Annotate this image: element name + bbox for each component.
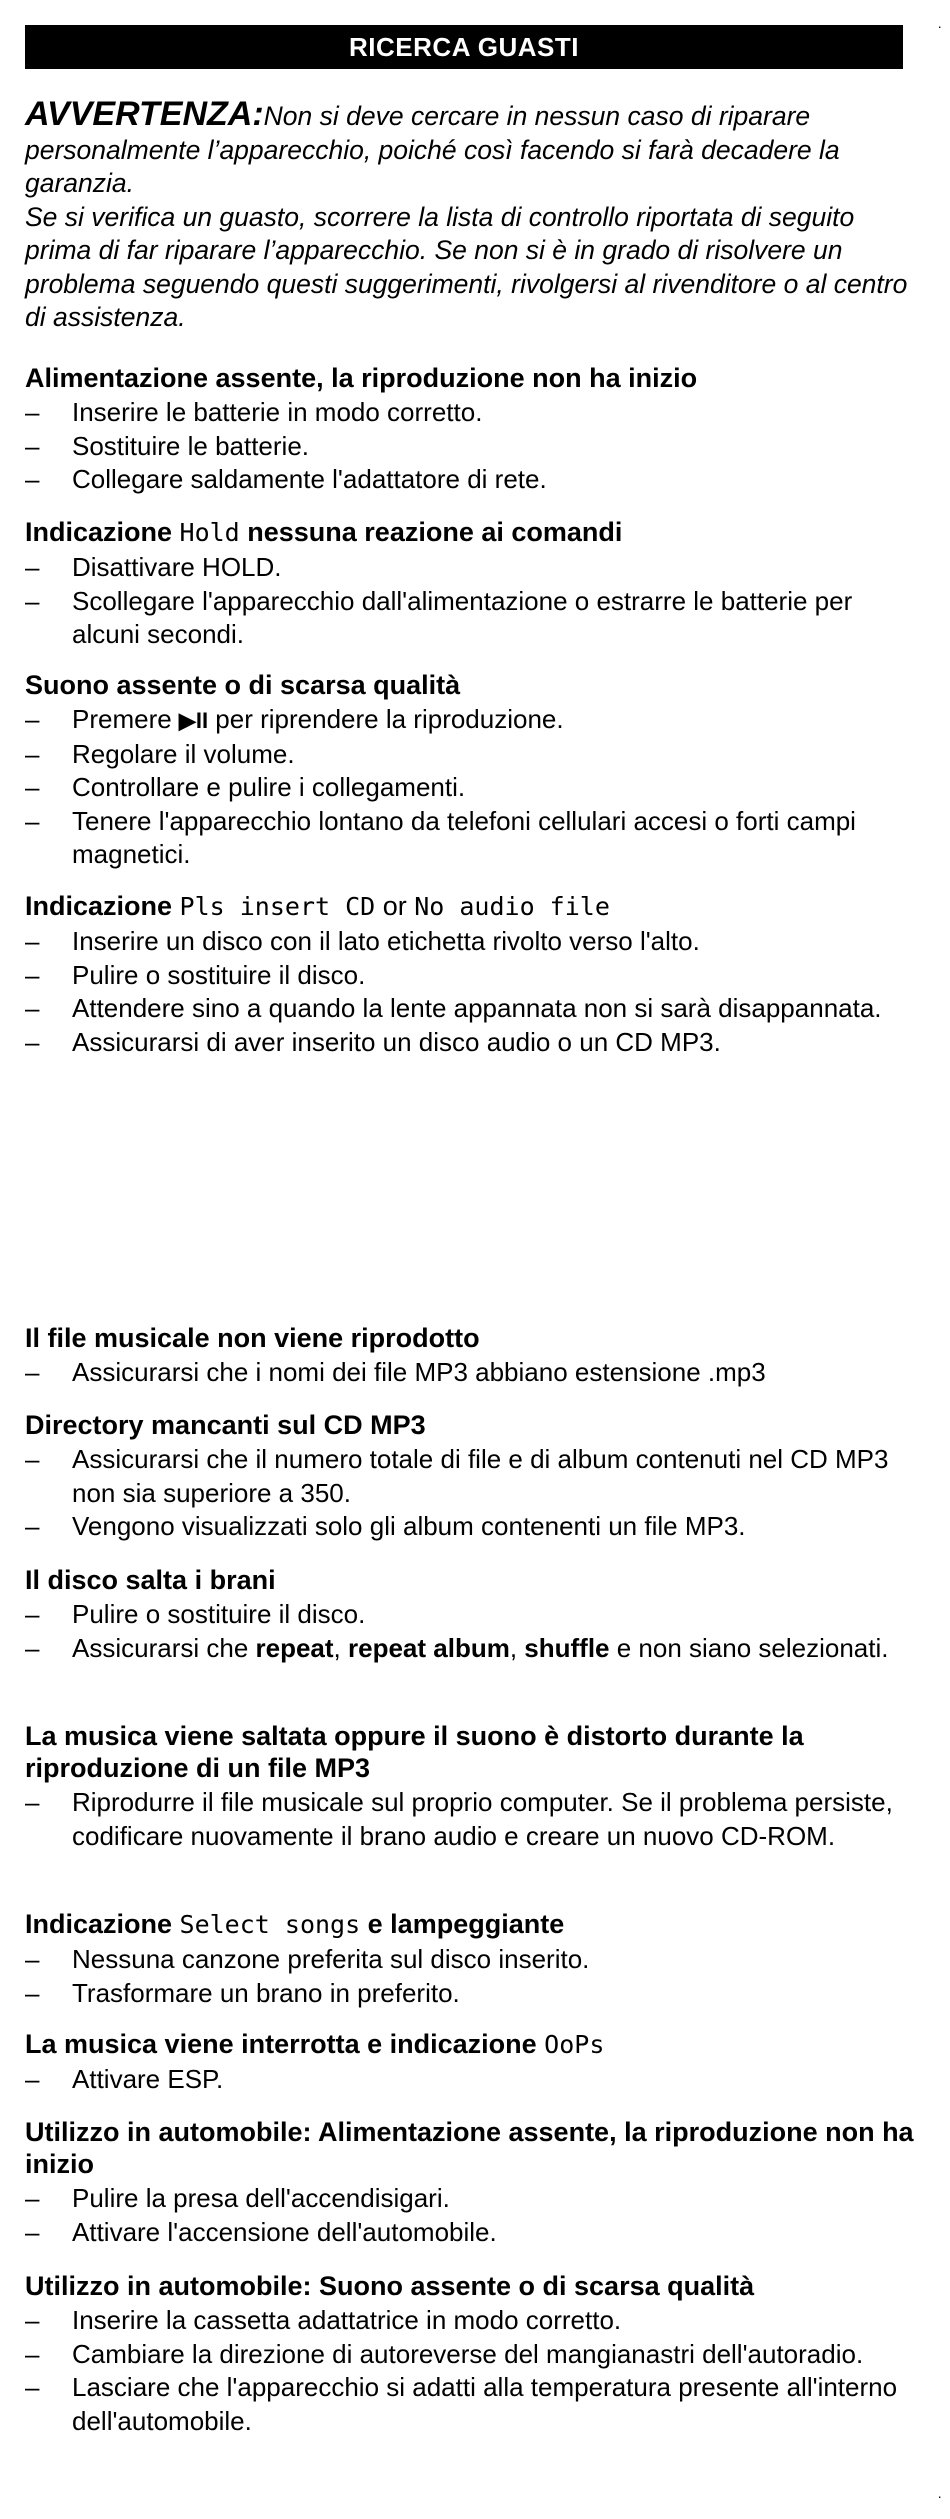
item-text: Inserire la cassetta adattatrice in modo corretto. xyxy=(72,2305,622,2335)
item-text: Cambiare la direzione di autoreverse del mangianastri dell'autoradio. xyxy=(72,2338,864,2369)
item-text: Assicurarsi che il numero totale di file e di album contenuti nel CD MP3 non sia superiore a 350. xyxy=(72,1444,889,1508)
mode-repeat: repeat xyxy=(255,1632,334,1663)
list-item xyxy=(25,551,925,585)
section-heading xyxy=(25,516,925,549)
dash-bullet: – xyxy=(25,2338,40,2369)
dash-bullet: – xyxy=(25,397,40,427)
dash-bullet: – xyxy=(25,1787,40,1817)
item-text: Tenere l'apparecchio lontano da telefoni cellulari accesi o forti campi magnetici. xyxy=(72,805,856,869)
dash-bullet: – xyxy=(25,1944,40,1974)
item-text: Lasciare che l'apparecchio si adatti alla temperatura presente all'interno dell'automobile. xyxy=(72,2372,898,2436)
list-item xyxy=(25,2304,925,2338)
section-heading: Alimentazione assente, la riproduzione non ha inizio xyxy=(25,363,698,393)
dash-bullet: – xyxy=(25,2183,40,2213)
page-mark-top: · xyxy=(937,18,942,34)
list-item xyxy=(25,1510,925,1544)
item-text: Assicurarsi che i nomi dei file MP3 abbiano estensione .mp3 xyxy=(72,1357,766,1387)
dash-bullet: – xyxy=(25,926,40,956)
section-heading: Utilizzo in automobile: Suono assente o di scarsa qualità xyxy=(25,2271,755,2301)
item-text: Scollegare l'apparecchio dall'alimentazione o estrarre le batterie per alcuni secondi. xyxy=(72,585,853,649)
section-heading: Il disco salta i brani xyxy=(25,1565,276,1595)
section-heading xyxy=(25,890,925,923)
list-item xyxy=(25,1598,925,1632)
section-no-power xyxy=(25,362,925,497)
section-heading: La musica viene saltata oppure il suono è distorto durante la riproduzione di un file MP3 xyxy=(25,1721,804,1783)
item-text: Sostituire le batterie. xyxy=(72,430,310,461)
page-mark-bottom: · xyxy=(937,2488,942,2504)
dash-bullet: – xyxy=(25,704,40,734)
display-text-oops: OoPs xyxy=(544,2030,605,2059)
item-text: Attivare l'accensione dell'automobile. xyxy=(72,2216,497,2247)
list-item xyxy=(25,2182,925,2216)
heading-text: or xyxy=(375,891,415,921)
dash-bullet: – xyxy=(25,2216,40,2247)
section-heading: Suono assente o di scarsa qualità xyxy=(25,670,461,700)
heading-text: La musica viene interrotta e indicazione xyxy=(25,2029,545,2059)
dash-bullet: – xyxy=(25,1632,40,1663)
dash-bullet: – xyxy=(25,1977,40,2008)
item-text: Nessuna canzone preferita sul disco inserito. xyxy=(72,1944,590,1974)
item-text: Vengono visualizzati solo gli album contenenti un file MP3. xyxy=(72,1511,746,1541)
item-text: Inserire le batterie in modo corretto. xyxy=(72,397,483,427)
section-car-no-power xyxy=(25,2116,925,2249)
list-item xyxy=(25,703,925,738)
list-item xyxy=(25,396,925,430)
item-text: , xyxy=(509,1632,525,1663)
list-item xyxy=(25,2371,925,2438)
list-item xyxy=(25,805,925,872)
list-item xyxy=(25,1026,925,1060)
list-item xyxy=(25,771,925,805)
dash-bullet: – xyxy=(25,959,40,990)
mode-shuffle: shuffle xyxy=(524,1632,610,1663)
list-item xyxy=(25,2216,925,2250)
list-item xyxy=(25,430,925,464)
section-heading: Directory mancanti sul CD MP3 xyxy=(25,1410,426,1440)
item-text: Trasformare un brano in preferito. xyxy=(72,1977,460,2008)
dash-bullet: – xyxy=(25,464,40,494)
dash-bullet: – xyxy=(25,1357,40,1387)
list-item xyxy=(25,1632,925,1666)
list-item xyxy=(25,2338,925,2372)
item-text: Controllare e pulire i collegamenti. xyxy=(72,772,466,802)
section-music-interrupted xyxy=(25,2028,925,2097)
item-text: Regolare il volume. xyxy=(72,738,295,769)
mode-repeat-album: repeat album xyxy=(348,1632,510,1663)
item-text: Disattivare HOLD. xyxy=(72,552,282,582)
list-item xyxy=(25,1943,925,1977)
dash-bullet: – xyxy=(25,1511,40,1541)
section-title-banner: RICERCA GUASTI xyxy=(25,25,903,69)
warning-lead: AVVERTENZA: xyxy=(25,95,264,133)
warning-block xyxy=(25,95,915,335)
list-item xyxy=(25,1977,925,2011)
section-insert-cd xyxy=(25,890,925,1059)
list-item xyxy=(25,1786,925,1853)
section-mp3-distorted xyxy=(25,1720,925,1853)
heading-text: Indicazione xyxy=(25,1909,180,1939)
item-text: e non siano selezionati. xyxy=(609,1632,889,1663)
item-text: Inserire un disco con il lato etichetta rivolto verso l'alto. xyxy=(72,926,700,956)
warning-text-1: Non si deve cercare in nessun caso di riparare personalmente l’apparecchio, poiché così facendo si farà decadere la garanzia. xyxy=(25,101,840,198)
item-text: per riprendere la riproduzione. xyxy=(208,704,564,734)
heading-text: e lampeggiante xyxy=(360,1909,565,1939)
list-item xyxy=(25,1443,925,1510)
section-missing-directories xyxy=(25,1409,925,1544)
dash-bullet: – xyxy=(25,2372,40,2402)
heading-text: Indicazione xyxy=(25,517,180,547)
list-item xyxy=(25,463,925,497)
heading-text: nessuna reazione ai comandi xyxy=(239,517,623,547)
list-item xyxy=(25,585,925,652)
item-text: Assicurarsi che xyxy=(72,1632,256,1663)
section-disc-skips xyxy=(25,1564,925,1665)
section-heading xyxy=(25,2028,925,2061)
section-hold xyxy=(25,516,925,652)
list-item xyxy=(25,992,925,1026)
dash-bullet: – xyxy=(25,1599,40,1629)
section-select-songs xyxy=(25,1908,925,2010)
display-text-no-audio: No audio file xyxy=(414,892,610,921)
item-text: , xyxy=(333,1632,348,1663)
item-text: Premere xyxy=(72,704,179,734)
dash-bullet: – xyxy=(25,2305,40,2335)
item-text: Pulire la presa dell'accendisigari. xyxy=(72,2183,450,2213)
list-item xyxy=(25,959,925,993)
dash-bullet: – xyxy=(25,738,40,769)
list-item xyxy=(25,925,925,959)
section-no-sound xyxy=(25,669,925,872)
item-text: Pulire o sostituire il disco. xyxy=(72,1599,366,1629)
item-text: Assicurarsi di aver inserito un disco audio o un CD MP3. xyxy=(72,1026,721,1057)
dash-bullet: – xyxy=(25,772,40,802)
section-car-no-sound xyxy=(25,2270,925,2438)
item-text: Attendere sino a quando la lente appannata non si sarà disappannata. xyxy=(72,993,882,1023)
dash-bullet: – xyxy=(25,1026,40,1057)
dash-bullet: – xyxy=(25,1444,40,1474)
section-heading: Il file musicale non viene riprodotto xyxy=(25,1323,480,1353)
item-text: Attivare ESP. xyxy=(72,2064,224,2094)
list-item xyxy=(25,1356,925,1390)
heading-text: Indicazione xyxy=(25,891,180,921)
display-text-insert-cd: Pls insert CD xyxy=(179,892,376,921)
dash-bullet: – xyxy=(25,430,40,461)
item-text: Pulire o sostituire il disco. xyxy=(72,959,366,990)
warning-text-2: Se si verifica un guasto, scorrere la lista di controllo riportata di seguito prima di far riparare l’apparecchio. Se non si è in grado di risolvere un problema seguendo questi suggerimenti, rivolgersi al rivenditore o al centro di assistenza. xyxy=(25,201,908,332)
dash-bullet: – xyxy=(25,552,40,582)
item-text: Collegare saldamente l'adattatore di rete. xyxy=(72,464,547,494)
play-pause-icon: ▶II xyxy=(178,708,209,733)
section-heading xyxy=(25,1908,925,1941)
section-heading: Utilizzo in automobile: Alimentazione assente, la riproduzione non ha inizio xyxy=(25,2117,914,2179)
dash-bullet: – xyxy=(25,2064,40,2094)
section-file-not-played xyxy=(25,1322,925,1390)
display-text-select-songs: Select songs xyxy=(179,1910,361,1939)
list-item xyxy=(25,738,925,772)
dash-bullet: – xyxy=(25,993,40,1023)
dash-bullet: – xyxy=(25,585,40,616)
list-item xyxy=(25,2063,925,2097)
item-text: Riprodurre il file musicale sul proprio computer. Se il problema persiste, codificare nuovamente il brano audio e creare un nuovo CD-ROM. xyxy=(72,1787,893,1851)
display-text-hold: Hold xyxy=(179,518,240,547)
dash-bullet: – xyxy=(25,805,40,836)
